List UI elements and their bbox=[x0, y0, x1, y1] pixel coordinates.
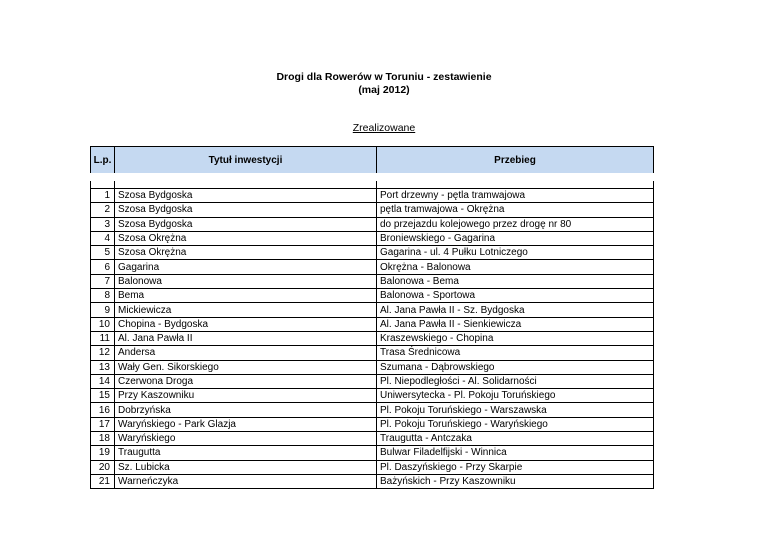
row-route: Pl. Niepodległości - Al. Solidarności bbox=[377, 374, 654, 388]
row-number: 5 bbox=[91, 246, 115, 260]
row-title: Gagarina bbox=[115, 260, 377, 274]
table-row bbox=[91, 217, 654, 231]
row-number: 9 bbox=[91, 303, 115, 317]
row-number: 11 bbox=[91, 331, 115, 345]
row-number: 13 bbox=[91, 360, 115, 374]
row-route: pętla tramwajowa - Okrężna bbox=[377, 203, 654, 217]
table-row bbox=[91, 360, 654, 374]
row-route: Szumana - Dąbrowskiego bbox=[377, 360, 654, 374]
table-row bbox=[91, 374, 654, 388]
row-number: 8 bbox=[91, 289, 115, 303]
row-number: 16 bbox=[91, 403, 115, 417]
table-row bbox=[91, 331, 654, 345]
row-title: Wały Gen. Sikorskiego bbox=[115, 360, 377, 374]
row-number: 17 bbox=[91, 417, 115, 431]
row-title: Przy Kaszowniku bbox=[115, 389, 377, 403]
row-route: Balonowa - Bema bbox=[377, 274, 654, 288]
row-title: Dobrzyńska bbox=[115, 403, 377, 417]
row-title: Bema bbox=[115, 289, 377, 303]
row-title: Szosa Okrężna bbox=[115, 231, 377, 245]
table-row bbox=[91, 189, 654, 203]
row-route: Gagarina - ul. 4 Pułku Lotniczego bbox=[377, 246, 654, 260]
row-route: Bulwar Filadelfijski - Winnica bbox=[377, 446, 654, 460]
row-title: Warneńczyka bbox=[115, 474, 377, 488]
table-row bbox=[91, 403, 654, 417]
table-row bbox=[91, 246, 654, 260]
header-title: Tytuł inwestycji bbox=[115, 147, 377, 178]
row-number: 7 bbox=[91, 274, 115, 288]
row-route: Trasa Średnicowa bbox=[377, 346, 654, 360]
row-route: Bażyńskich - Przy Kaszowniku bbox=[377, 474, 654, 488]
row-number: 15 bbox=[91, 389, 115, 403]
row-title: Traugutta bbox=[115, 446, 377, 460]
row-title: Waryńskiego - Park Glazja bbox=[115, 417, 377, 431]
document-subtitle: (maj 2012) bbox=[358, 84, 410, 96]
table-row bbox=[91, 303, 654, 317]
table-row bbox=[91, 231, 654, 245]
row-title: Szosa Bydgoska bbox=[115, 203, 377, 217]
row-route: Balonowa - Sportowa bbox=[377, 289, 654, 303]
row-title: Szosa Bydgoska bbox=[115, 217, 377, 231]
row-number: 2 bbox=[91, 203, 115, 217]
document-title: Drogi dla Rowerów w Toruniu - zestawienie bbox=[276, 71, 492, 83]
row-route: Uniwersytecka - Pl. Pokoju Toruńskiego bbox=[377, 389, 654, 403]
row-title: Balonowa bbox=[115, 274, 377, 288]
row-title: Chopina - Bydgoska bbox=[115, 317, 377, 331]
row-title: Szosa Bydgoska bbox=[115, 189, 377, 203]
row-number: 1 bbox=[91, 189, 115, 203]
row-route: Pl. Pokoju Toruńskiego - Waryńskiego bbox=[377, 417, 654, 431]
row-route: Al. Jana Pawła II - Sienkiewicza bbox=[377, 317, 654, 331]
row-title: Waryńskiego bbox=[115, 432, 377, 446]
row-route: Traugutta - Antczaka bbox=[377, 432, 654, 446]
row-route: Broniewskiego - Gagarina bbox=[377, 231, 654, 245]
row-number: 6 bbox=[91, 260, 115, 274]
table-row bbox=[91, 289, 654, 303]
section-heading: Zrealizowane bbox=[352, 122, 416, 134]
table-spacer-row bbox=[91, 177, 654, 189]
row-number: 3 bbox=[91, 217, 115, 231]
row-number: 21 bbox=[91, 474, 115, 488]
row-route: Okrężna - Balonowa bbox=[377, 260, 654, 274]
header-route: Przebieg bbox=[377, 147, 654, 178]
table-row bbox=[91, 474, 654, 488]
row-number: 14 bbox=[91, 374, 115, 388]
row-number: 19 bbox=[91, 446, 115, 460]
row-title: Mickiewicza bbox=[115, 303, 377, 317]
row-title: Al. Jana Pawła II bbox=[115, 331, 377, 345]
row-title: Sz. Lubicka bbox=[115, 460, 377, 474]
row-number: 12 bbox=[91, 346, 115, 360]
row-route: do przejazdu kolejowego przez drogę nr 80 bbox=[377, 217, 654, 231]
table-row bbox=[91, 274, 654, 288]
row-number: 10 bbox=[91, 317, 115, 331]
table-row bbox=[91, 417, 654, 431]
row-number: 18 bbox=[91, 432, 115, 446]
row-route: Port drzewny - pętla tramwajowa bbox=[377, 189, 654, 203]
table-row bbox=[91, 432, 654, 446]
row-route: Pl. Daszyńskiego - Przy Skarpie bbox=[377, 460, 654, 474]
table-row bbox=[91, 260, 654, 274]
row-route: Al. Jana Pawła II - Sz. Bydgoska bbox=[377, 303, 654, 317]
table-row bbox=[91, 317, 654, 331]
table-row bbox=[91, 203, 654, 217]
investments-table bbox=[90, 146, 654, 489]
row-title: Szosa Okrężna bbox=[115, 246, 377, 260]
table-row bbox=[91, 460, 654, 474]
row-number: 20 bbox=[91, 460, 115, 474]
header-lp: L.p. bbox=[91, 147, 115, 178]
row-title: Andersa bbox=[115, 346, 377, 360]
row-route: Kraszewskiego - Chopina bbox=[377, 331, 654, 345]
table-row bbox=[91, 446, 654, 460]
row-title: Czerwona Droga bbox=[115, 374, 377, 388]
table-row bbox=[91, 389, 654, 403]
row-number: 4 bbox=[91, 231, 115, 245]
row-route: Pl. Pokoju Toruńskiego - Warszawska bbox=[377, 403, 654, 417]
table-row bbox=[91, 346, 654, 360]
table-header-row bbox=[91, 147, 654, 178]
